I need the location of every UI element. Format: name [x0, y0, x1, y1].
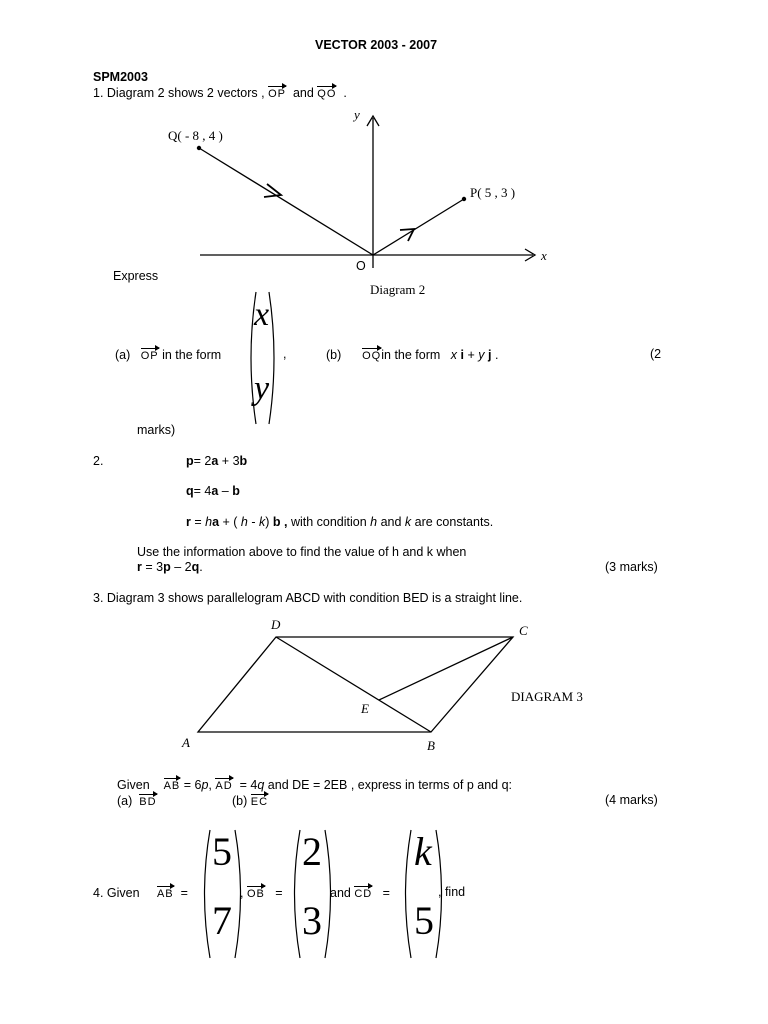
q1-and: and: [292, 86, 314, 100]
q2-r-a: a: [212, 515, 220, 529]
q4-ob-bottom: 3: [302, 898, 322, 943]
q1b-form-end: .: [494, 348, 499, 362]
q4-prefix: 4. Given: [93, 886, 140, 900]
q3-marks: (4 marks): [605, 793, 658, 807]
q3b-line: [232, 793, 268, 808]
q3-eq2: = 4: [239, 778, 258, 792]
section-heading: SPM2003: [93, 70, 148, 84]
q1b-form-x: x: [450, 348, 457, 362]
q4-ab-top: 5: [212, 829, 232, 874]
q2-cond-q: q: [191, 560, 200, 574]
q1-marks-part1: (2: [650, 347, 662, 361]
line-ec: [379, 637, 513, 700]
q2-r-and: and: [377, 515, 405, 529]
q3-rest: and DE = 2EB , express in terms of p and q:: [264, 778, 513, 792]
q2-r-eq: =: [190, 515, 206, 529]
line-bd: [276, 637, 431, 732]
q2-p-coef2: + 3: [218, 454, 240, 468]
q3-comma: ,: [208, 778, 212, 792]
q2-p-a: a: [211, 454, 219, 468]
q4-eq-cd: =: [382, 886, 390, 900]
q4-comma: ,: [240, 886, 244, 900]
q4-ob-top: 2: [302, 829, 322, 874]
q2-q-coef2: –: [218, 484, 233, 498]
q4-cd-top: k: [414, 829, 432, 874]
y-axis-label: y: [354, 107, 360, 122]
q1b-form-y: y: [478, 348, 485, 362]
matrix-top-entry: x: [254, 296, 270, 333]
q2-r-close: ): [265, 515, 273, 529]
q1b-form-j: j: [487, 348, 492, 362]
q1a-comma: ,: [283, 347, 287, 361]
q3-text: 3. Diagram 3 shows parallelogram ABCD with condition BED is a straight line.: [93, 591, 523, 605]
q2-r-h: h: [205, 515, 213, 529]
point-q: [197, 146, 201, 150]
q3-p: p: [201, 778, 209, 792]
q2-r-b: b ,: [272, 515, 288, 529]
express-label: Express: [113, 269, 159, 283]
q3b-label: (b): [232, 794, 248, 808]
q2-r-open: + (: [219, 515, 241, 529]
q1a-label: (a): [115, 348, 131, 362]
vector-qo: [199, 148, 373, 255]
q1b-line: [326, 347, 498, 362]
page-title: VECTOR 2003 - 2007: [315, 38, 438, 52]
point-p-label: P( 5 , 3 ): [470, 185, 516, 200]
origin-label: O: [356, 259, 366, 273]
q4-eq-ob: =: [275, 886, 283, 900]
vertex-a-label: A: [182, 735, 190, 750]
q1-marks-part2: marks): [137, 423, 176, 437]
q2-r-k2: k: [404, 515, 412, 529]
vector-qo-label: QO: [317, 85, 336, 100]
q1b-vector: OQ: [362, 347, 381, 362]
q1b-text: in the form: [381, 348, 441, 362]
matrix-bottom-entry: y: [254, 370, 270, 407]
q4-and: and: [330, 886, 351, 900]
parallelogram-abcd: [198, 637, 513, 732]
vertex-c-label: C: [519, 623, 528, 638]
q4-eq-ab: =: [180, 886, 188, 900]
q2-r-h2: h: [240, 515, 248, 529]
q3-q: q: [257, 778, 265, 792]
q2-q-coef1: = 4: [193, 484, 212, 498]
q1a-vector: OP: [141, 347, 159, 362]
q1-intro-line: [93, 85, 347, 100]
q2-q-line: [186, 484, 240, 498]
q2-cond-dot: .: [199, 560, 203, 574]
q2-r-minus: -: [247, 515, 259, 529]
q2-r-k: k: [258, 515, 266, 529]
x-axis-label: x: [541, 248, 547, 263]
q2-q-b: b: [232, 484, 240, 498]
q2-condition: [137, 560, 203, 574]
q2-cond-minus: – 2: [170, 560, 192, 574]
q1b-form-plus: +: [467, 348, 475, 362]
q2-p-coef1: = 2: [193, 454, 212, 468]
q3-given-line: [117, 777, 512, 792]
q3a-label: (a): [117, 794, 133, 808]
q2-r-line: [186, 515, 493, 529]
diagram-3: [198, 637, 513, 732]
q4-vector-ob: OB: [247, 885, 265, 900]
q4-ob-part: [240, 885, 283, 900]
vector-op-label: OP: [268, 85, 286, 100]
q2-p-symbol: p: [186, 454, 194, 468]
q4-cd-part: [330, 885, 390, 900]
q1-intro: 1. Diagram 2 shows 2 vectors ,: [93, 86, 265, 100]
point-p: [462, 197, 466, 201]
q2-cond-eq: = 3: [141, 560, 164, 574]
q3-vector-ab: AB: [164, 777, 181, 792]
q3-eq1: = 6: [183, 778, 202, 792]
vertex-b-label: B: [427, 738, 435, 753]
q2-number: 2.: [93, 454, 104, 468]
q2-p-b: b: [239, 454, 248, 468]
q2-r-rest: with condition: [287, 515, 371, 529]
q2-q-a: a: [211, 484, 219, 498]
q4-ab-bottom: 7: [212, 898, 232, 943]
point-e-label: E: [361, 701, 369, 716]
q3b-vector: EC: [251, 793, 268, 808]
q4-vector-cd: CD: [354, 885, 372, 900]
q2-r-end: are constants.: [411, 515, 494, 529]
q4-line: [93, 885, 188, 900]
q2-use-line: Use the information above to find the value of h and k when: [137, 545, 467, 559]
q2-r-symbol: r: [186, 515, 191, 529]
diagram-3-caption: DIAGRAM 3: [511, 689, 583, 704]
q3a-vector: BD: [139, 793, 156, 808]
point-q-label: Q( - 8 , 4 ): [168, 128, 223, 143]
q1b-label: (b): [326, 348, 342, 362]
q1a-text: in the form: [162, 348, 222, 362]
q4-cd-bottom: 5: [414, 898, 434, 943]
vector-op: [373, 199, 464, 255]
q2-r-h3: h: [370, 515, 378, 529]
q4-find: , find: [438, 885, 466, 899]
q1a-line: [115, 347, 221, 362]
q2-cond-r: r: [137, 560, 142, 574]
q3-given: Given: [117, 778, 150, 792]
q1b-form-i: i: [460, 348, 464, 362]
q2-p-line: [186, 454, 247, 468]
diagram-2-caption: Diagram 2: [370, 282, 426, 297]
q2-cond-p: p: [163, 560, 171, 574]
q3-vector-ad: AD: [215, 777, 232, 792]
vector-qo-arrowhead: [264, 184, 281, 197]
q4-vector-ab: AB: [157, 885, 174, 900]
q1-dot: .: [343, 86, 347, 100]
vertex-d-label: D: [271, 617, 281, 632]
q3-parts-line: [117, 793, 157, 808]
q2-marks: (3 marks): [605, 560, 658, 574]
q2-q-symbol: q: [186, 484, 194, 498]
